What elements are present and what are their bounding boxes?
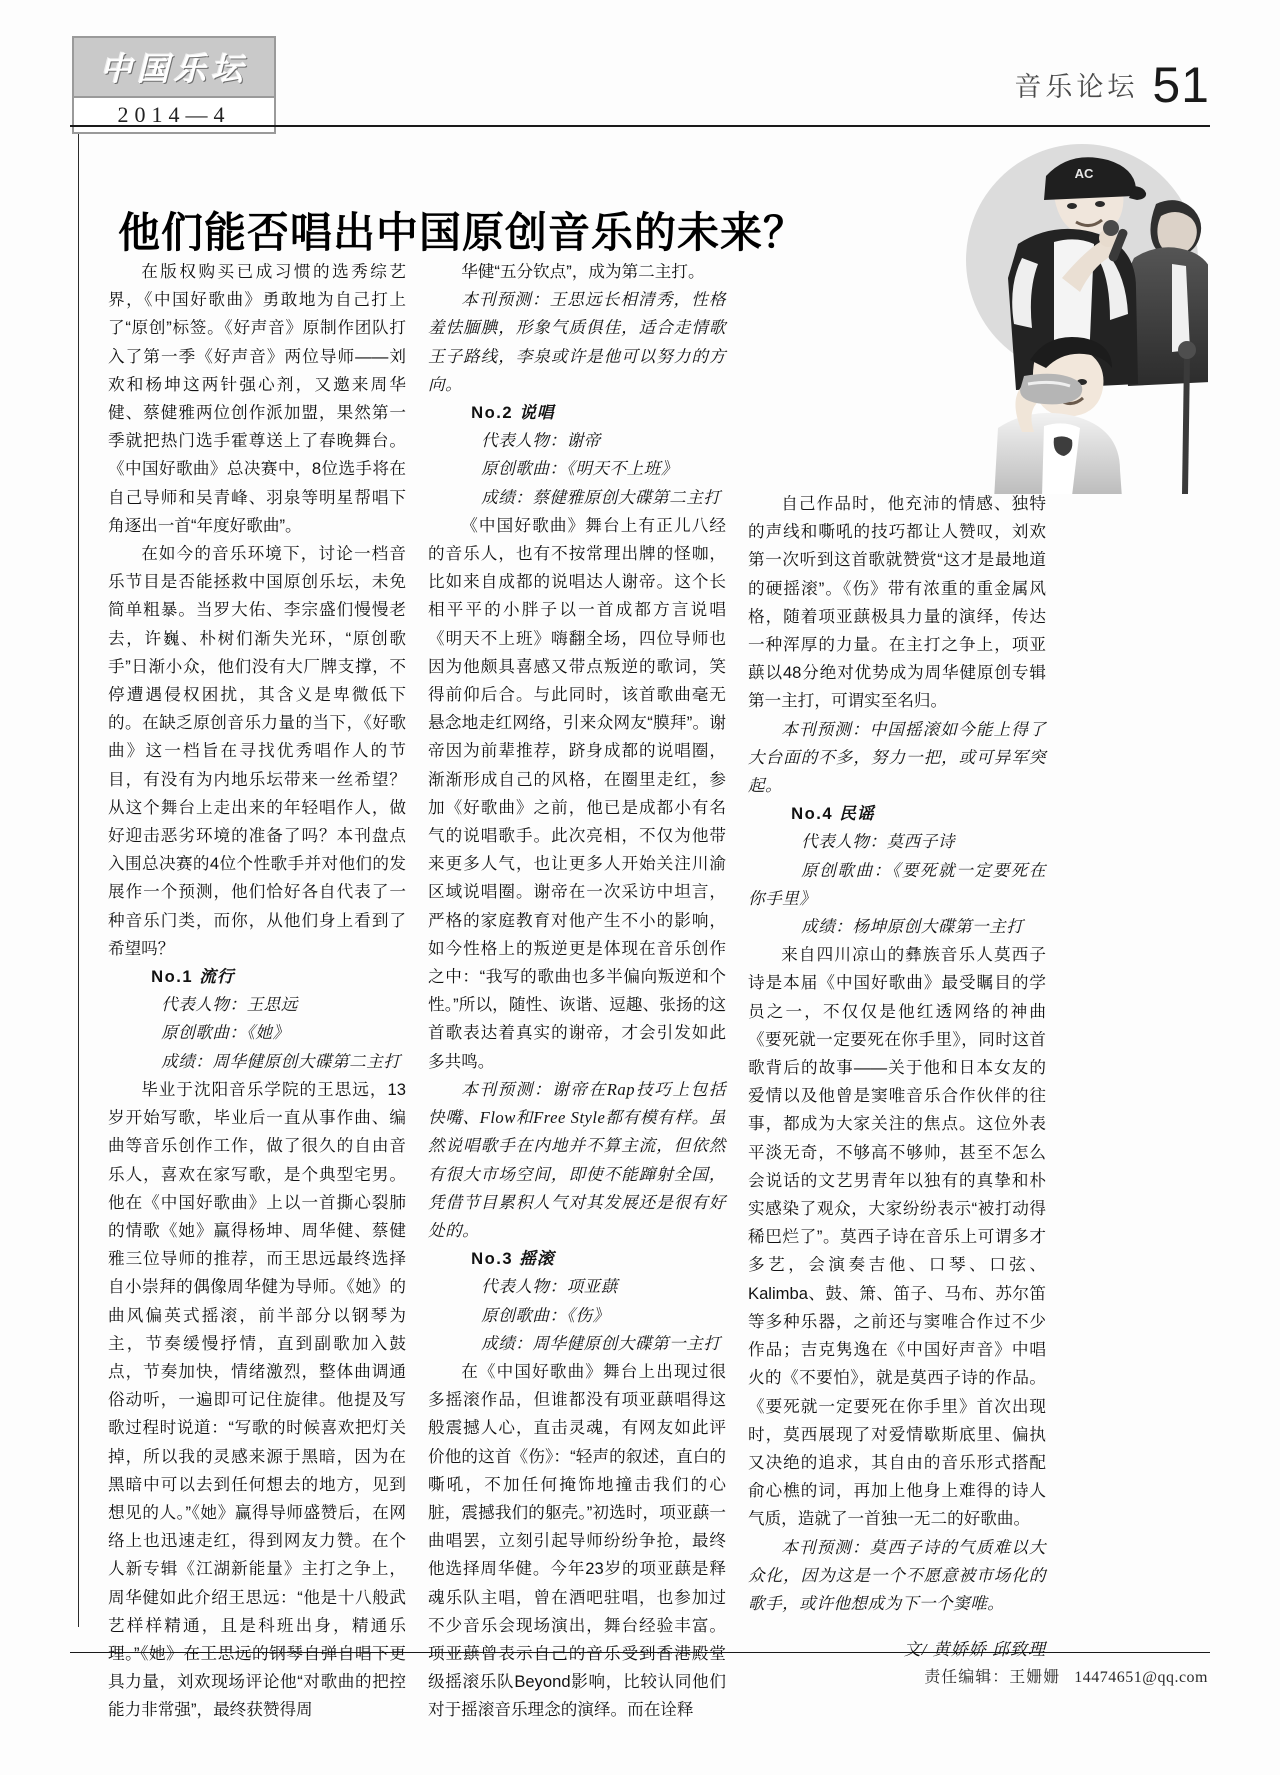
- section-meta-line: 原创歌曲：《要死就一定要死在你手里》: [748, 860, 1046, 908]
- section-label: 摇滚: [519, 1249, 555, 1269]
- section-meta-line: 原创歌曲：《明天不上班》: [481, 459, 678, 479]
- masthead-logo: 中国乐坛: [74, 38, 274, 98]
- body-paragraph: 来自四川凉山的彝族音乐人莫西子诗是本届《中国好歌曲》最受瞩目的学员之一，不仅仅是他红透网络的神曲《要死就一定要死在你手里》，同时这首歌背后的故事——关于他和日本女友的爱情以及他曾是窦唯音乐合作伙伴的往事，都成为大家关注的焦点。这位外表平淡无奇，不够高不够帅，甚至不怎么会说话的文艺男青年以独有的真挚和朴实感染了观众，大家纷纷表示“被打动得稀巴烂了”。莫西子诗在音乐上可谓多才多艺，会演奏吉他、口琴、口弦、Kalimba、鼓、箫、笛子、马布、苏尔笛等多种乐器，之前还与窦唯合作过不少作品；吉克隽逸在《中国好声音》中唱火的《不要怕》，就是莫西子诗的作品。《要死就一定要死在你手里》首次出现时，莫西展现了对爱情歇斯底里、偏执又决绝的追求，其自由的音乐形式搭配俞心樵的词，再加上他身上难得的诗人气质，造就了一首独一无二的好歌曲。: [748, 945, 1046, 1529]
- footer-divider: [70, 1652, 1210, 1653]
- prediction-paragraph: 本刊预测：莫西子诗的气质难以大众化，因为这是一个不愿意被市场化的歌手，或许他想成为下一个窦唯。: [748, 1537, 1046, 1613]
- body-paragraph: 《中国好歌曲》舞台上有正儿八经的音乐人，也有不按常理出牌的怪咖，比如来自成都的说唱达人谢帝。这个长相平平的小胖子以一首成都方言说唱《明天不上班》嗨翻全场，四位导师也因为他颇具喜感又带点叛逆的歌词，笑得前仰后合。与此同时，该首歌曲毫无悬念地走红网络，引来众网友“膜拜”。谢帝因为前辈推荐，跻身成都的说唱圈，渐渐形成自己的风格，在圈里走红，参加《好歌曲》之前，他已是成都小有名气的说唱歌手。此次亮相，不仅为他带来更多人气，也让更多人开始关注川渝区域说唱圈。谢帝在一次采访中坦言，严格的家庭教育对他产生不小的影响，如今性格上的叛逆更是体现在音乐创作之中：“我写的歌曲也多半偏向叛逆和个性。”所以，随性、诙谐、逗趣、张扬的这首歌表达着真实的谢帝，才会引发如此多共鸣。: [428, 515, 726, 1071]
- left-margin-rule: [78, 134, 79, 1627]
- body-paragraph: 在如今的音乐环境下，讨论一档音乐节目是否能拯救中国原创乐坛，未免简单粗暴。当罗大佑、李宗盛们慢慢老去，许巍、朴树们渐失光环，“原创歌手”日渐小众，他们没有大厂牌支撑，不停遭遇侵权困扰，其含义是卑微低下的。在缺乏原创音乐力量的当下，《好歌曲》这一档旨在寻找优秀唱作人的节目，有没有为内地乐坛带来一丝希望？从这个舞台上走出来的年轻唱作人，做好迎击恶劣环境的准备了吗？本刊盘点入围总决赛的4位个性歌手并对他们的发展作一个预测，他们恰好各自代表了一种音乐门类，而你，从他们身上看到了希望吗？: [108, 544, 406, 958]
- text-column-2: [428, 258, 726, 1725]
- prediction-paragraph: 本刊预测：谢帝在Rap技巧上包括快嘴、Flow和Free Style都有模有样。虽然说唱歌手在内地并不算主流，但依然有很大市场空间，即使不能蹿射全国，凭借节目累积人气对其发展还是很有好处的。: [428, 1079, 726, 1240]
- section-title: 音乐论坛: [1014, 71, 1139, 102]
- text-column-1: [108, 258, 406, 1725]
- section-meta-line: 原创歌曲：《伤》: [481, 1305, 610, 1325]
- section-label: 流行: [199, 967, 235, 987]
- page-header: [1014, 57, 1210, 113]
- article-photo: [958, 132, 1208, 494]
- body-paragraph: 自己作品时，他充沛的情感、独特的声线和嘶吼的技巧都让人赞叹，刘欢第一次听到这首歌就赞赏“这才是最地道的硬摇滚”。《伤》带有浓重的重金属风格，随着项亚蕻极具力量的演绎，传达一种浑厚的力量。在主打之争上，项亚蕻以48分绝对优势成为周华健原创专辑第一主打，可谓实至名归。: [748, 494, 1046, 711]
- section-meta-line: 成绩：杨坤原创大碟第一主打: [801, 917, 1024, 937]
- prediction-paragraph: 本刊预测：王思远长相清秀，性格羞怯腼腆，形象气质俱佳，适合走情歌王子路线，李泉或许是他可以努力的方向。: [428, 290, 726, 394]
- photo-illustration: [958, 132, 1208, 494]
- section-label: 民谣: [839, 804, 875, 824]
- section-number: No.3: [471, 1249, 520, 1269]
- editor-label: 责任编辑：: [924, 1669, 1010, 1686]
- section-meta-line: 成绩：周华健原创大碟第二主打: [161, 1051, 401, 1071]
- section-number: No.4: [791, 804, 840, 824]
- body-paragraph: 华健“五分钦点”，成为第二主打。: [461, 262, 705, 281]
- section-meta-line: 原创歌曲：《她》: [161, 1023, 290, 1043]
- section-meta-line: 代表人物：项亚蕻: [481, 1277, 618, 1297]
- section-label: 说唱: [519, 403, 555, 423]
- section-meta-line: 代表人物：王思远: [161, 995, 298, 1015]
- section-meta-line: 代表人物：谢帝: [481, 431, 601, 451]
- editor-email: 14474651@qq.com: [1074, 1669, 1208, 1686]
- article-byline: 文/ 黄娇娇 邱致理: [903, 1640, 1046, 1660]
- page-number: 51: [1152, 57, 1210, 113]
- section-heading: [428, 1245, 726, 1273]
- section-number: No.1: [151, 967, 200, 987]
- svg-text:AC: AC: [1074, 166, 1094, 181]
- section-meta-line: 成绩：蔡健雅原创大碟第二主打: [481, 487, 721, 507]
- body-paragraph: 在版权购买已成习惯的选秀综艺界，《中国好歌曲》勇敢地为自己打上了“原创”标签。《好声音》原制作团队打入了第一季《好声音》两位导师——刘欢和杨坤这两针强心剂，又邀来周华健、蔡健雅两位创作派加盟，果然第一季就把热门选手霍尊送上了春晚舞台。《中国好歌曲》总决赛中，8位选手将在自己导师和吴青峰、羽泉等明星帮唱下角逐出一首“年度好歌曲”。: [108, 262, 406, 535]
- section-heading: [748, 800, 1046, 828]
- section-meta-line: 成绩：周华健原创大碟第一主打: [481, 1333, 721, 1353]
- section-heading: [108, 963, 406, 991]
- section-meta-line: 代表人物：莫西子诗: [801, 832, 955, 852]
- article-headline: 他们能否唱出中国原创音乐的未来？: [118, 211, 807, 258]
- masthead-year-issue: 2014—4: [117, 102, 231, 127]
- footer: [924, 1664, 1208, 1687]
- body-paragraph: 毕业于沈阳音乐学院的王思远，13岁开始写歌，毕业后一直从事作曲、编曲等音乐创作工作，做了很久的自由音乐人，喜欢在家写歌，是个典型宅男。他在《中国好歌曲》上以一首撕心裂肺的情歌《她》赢得杨坤、周华健、蔡健雅三位导师的推荐，而王思远最终选择自小崇拜的偶像周华健为导师。《她》的曲风偏英式摇滚，前半部分以钢琴为主，节奏缓慢抒情，直到副歌加入鼓点，节奏加快，情绪激烈，整体曲调通俗动听，一遍即可记住旋律。他提及写歌过程时说道：“写歌的时候喜欢把灯关掉，所以我的灵感来源于黑暗，因为在黑暗中可以去到任何想去的地方，见到想见的人。”《她》赢得导师盛赞后，在网络上也迅速走红，得到网友力赞。在个人新专辑《江湖新能量》主打之争上，周华健如此介绍王思远：“他是十八般武艺样样精通，且是科班出身，精通乐理。”《她》在王思远的钢琴自弹自唱下更具力量，刘欢现场评论他“对歌曲的把控能力非常强”，最终获赞得周: [108, 1079, 406, 1720]
- section-number: No.2: [471, 403, 520, 423]
- section-heading: [428, 399, 726, 427]
- text-column-3: [748, 490, 1046, 1664]
- header-divider: [70, 125, 1210, 127]
- body-paragraph: 在《中国好歌曲》舞台上出现过很多摇滚作品，但谁都没有项亚蕻唱得这般震撼人心，直击灵魂，有网友如此评价他的这首《伤》：“轻声的叙述，直白的嘶吼，不加任何掩饰地撞击我们的心脏，震撼我们的躯壳。”初选时，项亚蕻一曲唱罢，立刻引起导师纷纷争抢，最终他选择周华健。今年23岁的项亚蕻是释魂乐队主唱，曾在酒吧驻唱，也参加过不少音乐会现场演出，舞台经验丰富。项亚蕻曾表示自己的音乐受到香港殿堂级摇滚乐队Beyond影响，比较认同他们对于摇滚音乐理念的演绎。而在诠释: [428, 1361, 726, 1720]
- masthead: [72, 36, 276, 134]
- prediction-paragraph: 本刊预测：中国摇滚如今能上得了大台面的不多，努力一把，或可异军突起。: [748, 719, 1046, 796]
- editor-name: 王姗姗: [1009, 1669, 1061, 1686]
